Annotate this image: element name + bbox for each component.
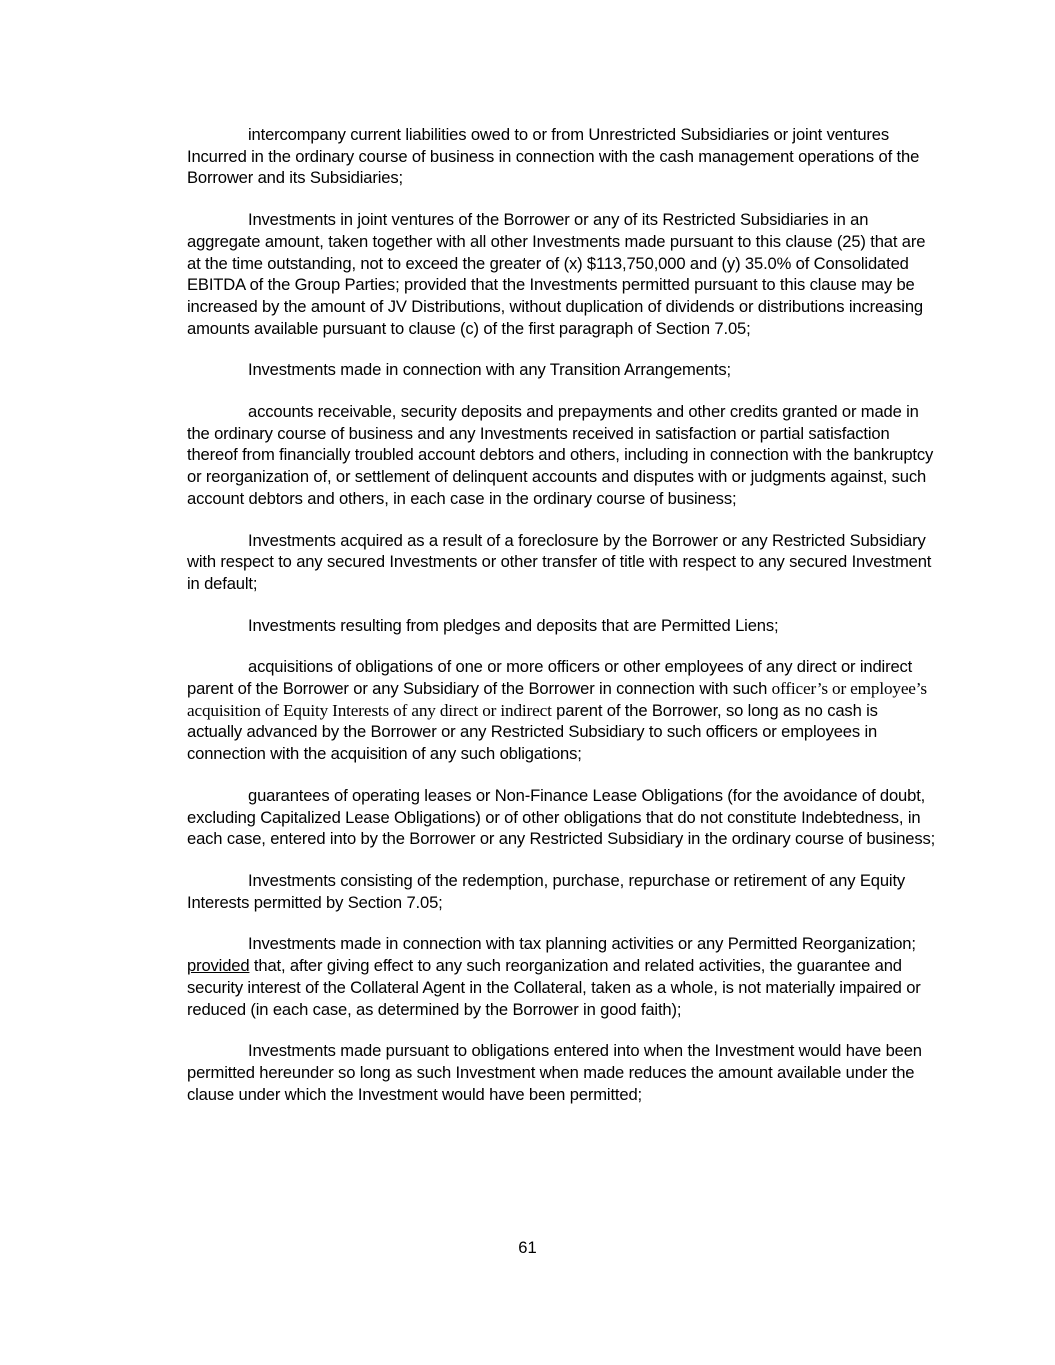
provided-underlined-term: provided — [187, 956, 250, 976]
officer-obligations-part3: parent of the Borrower, so long as no cash is actually advanced by the Borrower or any Restricted Subsidiary to such officers or employees in connection with the acquisition of any such obligations; — [187, 700, 878, 764]
tax-planning-part1: Investments made in connection with tax planning activities or any Permitted Reorganization; — [248, 934, 916, 954]
paragraph-joint-ventures: Investments in joint ventures of the Borrower or any of its Restricted Subsidiaries in an aggregate amount, taken together with all other Investments made pursuant to this clause (25) that are at the time outstanding, not to exceed the greater of (x) $113,750,000 and (y) 35.0% of Consolidated EBITDA of the Group Parties; provided that the Investments permitted pursuant to this clause may be increased by the amount of JV Distributions, without duplication of dividends or distributions increasing amounts available pursuant to clause (c) of the first paragraph of Section 7.05; — [187, 210, 926, 338]
tax-planning-part2: that, after giving effect to any such reorganization and related activities, the guarantee and security interest of the Collateral Agent in the Collateral, taken as a whole, is not materially impaired or reduced (in each case, as determined by the Borrower in good faith); — [187, 956, 921, 1019]
paragraph-intercompany-liabilities: intercompany current liabilities owed to or from Unrestricted Subsidiaries or joint ventures Incurred in the ordinary course of business in connection with the cash management operations of the Borrower and its Subsidiaries; — [187, 125, 920, 188]
document-body — [187, 124, 937, 1125]
paragraph-equity-redemption: Investments consisting of the redemption, purchase, repurchase or retirement of any Equity Interests permitted by Section 7.05; — [187, 870, 906, 912]
paragraph-foreclosure: Investments acquired as a result of a foreclosure by the Borrower or any Restricted Subsidiary with respect to any secured Investments or other transfer of title with respect to any secured Investment in default; — [187, 530, 932, 593]
paragraph-prior-obligations: Investments made pursuant to obligations entered into when the Investment would have been permitted hereunder so long as such Investment when made reduces the amount available under the clause under which the Investment would have been permitted; — [187, 1041, 922, 1104]
paragraph-pledges-deposits: Investments resulting from pledges and deposits that are Permitted Liens; — [248, 615, 779, 635]
paragraph-transition-arrangements: Investments made in connection with any Transition Arrangements; — [248, 360, 731, 380]
paragraph-operating-lease-guarantees: guarantees of operating leases or Non-Finance Lease Obligations (for the avoidance of doubt, excluding Capitalized Lease Obligations) or of other obligations that do not constitute Indebtedness, in each case, entered into by the Borrower or any Restricted Subsidiary in the ordinary course of business; — [187, 785, 936, 849]
officer-obligations-part1: acquisitions of obligations of one or more officers or other employees of any direct or indirect parent of the Borrower or any Subsidiary of the Borrower in connection with such — [187, 657, 913, 699]
paragraph-accounts-receivable: accounts receivable, security deposits and prepayments and other credits granted or made in the ordinary course of business and any Investments received in satisfaction or partial satisfaction thereof from financially troubled account debtors and others, including in connection with the bankruptcy or reorganization of, or settlement of delinquent accounts and disputes with or judgments against, such account debtors and others, in each case in the ordinary course of business; — [187, 402, 934, 508]
paragraph-tax-planning — [187, 933, 937, 1020]
page-number: 61 — [518, 1238, 537, 1257]
officer-obligations-serif-run: officer’s or employee’s acquisition of Equity Interests of any direct or indirect — [187, 679, 927, 720]
paragraph-officer-obligations — [187, 656, 937, 765]
